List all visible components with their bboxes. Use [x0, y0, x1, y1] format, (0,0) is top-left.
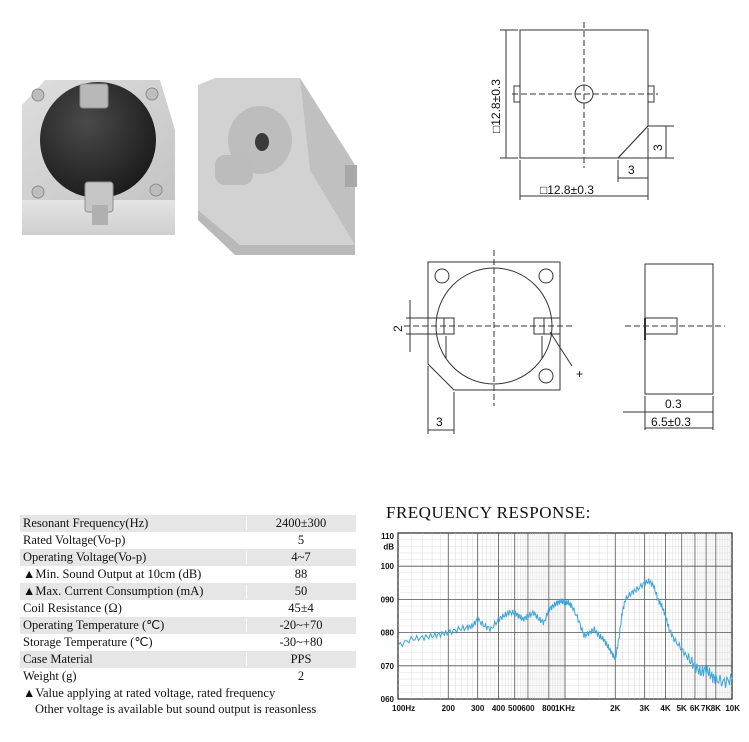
x-tick-label: 2K	[610, 704, 621, 713]
spec-row	[20, 532, 356, 549]
y-tick-label: 110	[381, 532, 394, 541]
spec-label: Resonant Frequency(Hz)	[23, 516, 149, 530]
spec-note-1: ▲Value applying at rated voltage, rated frequency	[23, 686, 276, 700]
x-tick-label: 300	[470, 704, 485, 713]
y-tick-label: 060	[380, 695, 394, 704]
spec-row	[20, 515, 356, 532]
buzzer-photo-side	[198, 78, 357, 255]
y-tick-label: 100	[380, 562, 394, 572]
spec-row	[20, 651, 356, 668]
spec-label: Coil Resistance (Ω)	[23, 601, 122, 615]
spec-value: 2	[297, 669, 305, 683]
dim-side-height-label: 6.5±0.3	[651, 415, 691, 429]
x-tick-label: 600	[521, 704, 535, 713]
x-tick-label: 3K	[639, 704, 650, 713]
spec-label: Case Material	[23, 652, 93, 666]
frequency-response-chart	[372, 525, 744, 717]
spec-value: PPS	[290, 652, 312, 666]
spec-value: 5	[297, 533, 305, 547]
y-axis-label: dB	[383, 542, 394, 552]
spec-row	[20, 634, 356, 651]
spec-label: Operating Voltage(Vo-p)	[23, 550, 147, 564]
x-tick-label: 8K	[710, 704, 721, 713]
dim-pin-width-label: 2	[391, 325, 405, 332]
dim-width-label: □12.8±0.3	[540, 183, 594, 197]
spec-row	[20, 668, 356, 685]
spec-value: 2400±300	[275, 516, 327, 530]
x-tick-label: 800	[542, 704, 556, 713]
side-view-drawing	[615, 258, 730, 438]
y-tick-label: 080	[380, 628, 394, 638]
spec-value: 4~7	[291, 550, 311, 564]
spec-row	[20, 549, 356, 566]
dim-height-label: □12.8±0.3	[489, 79, 503, 133]
spec-value: 88	[294, 567, 308, 581]
buzzer-photo-top	[22, 80, 175, 235]
chart-title: FREQUENCY RESPONSE:	[386, 503, 591, 522]
x-tick-label: 6K	[689, 704, 701, 713]
spec-value: -20~+70	[279, 618, 323, 632]
x-tick-label: 7K	[701, 704, 712, 713]
spec-label: Storage Temperature (℃)	[23, 635, 153, 649]
spec-row	[20, 600, 356, 617]
x-tick-label: 100Hz	[392, 704, 416, 713]
spec-label: ▲Min. Sound Output at 10cm (dB)	[23, 567, 202, 581]
spec-table	[20, 515, 356, 717]
spec-label: ▲Max. Current Consumption (mA)	[23, 584, 204, 598]
spec-note-2: Other voltage is available but sound output is reasonless	[35, 702, 317, 716]
x-tick-label: 10K	[725, 704, 740, 713]
spec-value: -30~+80	[279, 635, 323, 649]
spec-label: Weight (g)	[23, 669, 77, 683]
spec-value: 45±4	[288, 601, 314, 615]
dim-chamfer-w-label: 3	[628, 163, 635, 177]
dim-pin-offset-label: 3	[436, 415, 443, 429]
x-tick-label: 1KHz	[554, 704, 576, 713]
spec-row	[20, 566, 356, 583]
dim-chamfer-h-label: 3	[651, 144, 665, 151]
x-tick-label: 4K	[660, 704, 671, 713]
x-tick-label: 500	[508, 704, 522, 713]
dim-side-gap-label: 0.3	[665, 397, 682, 411]
spec-row	[20, 583, 356, 600]
y-tick-label: 070	[380, 661, 394, 671]
bottom-view-drawing	[384, 248, 584, 438]
x-tick-label: 5K	[676, 704, 687, 713]
spec-row	[20, 617, 356, 634]
spec-label: Operating Temperature (℃)	[23, 618, 165, 632]
x-tick-label: 400	[491, 704, 506, 713]
x-tick-label: 200	[441, 704, 455, 713]
spec-label: Rated Voltage(Vo-p)	[23, 533, 126, 547]
product-photos	[10, 70, 370, 260]
top-view-drawing	[478, 18, 698, 208]
spec-value: 50	[294, 584, 308, 598]
y-tick-label: 090	[380, 595, 394, 605]
plus-sign-label: +	[576, 367, 584, 381]
